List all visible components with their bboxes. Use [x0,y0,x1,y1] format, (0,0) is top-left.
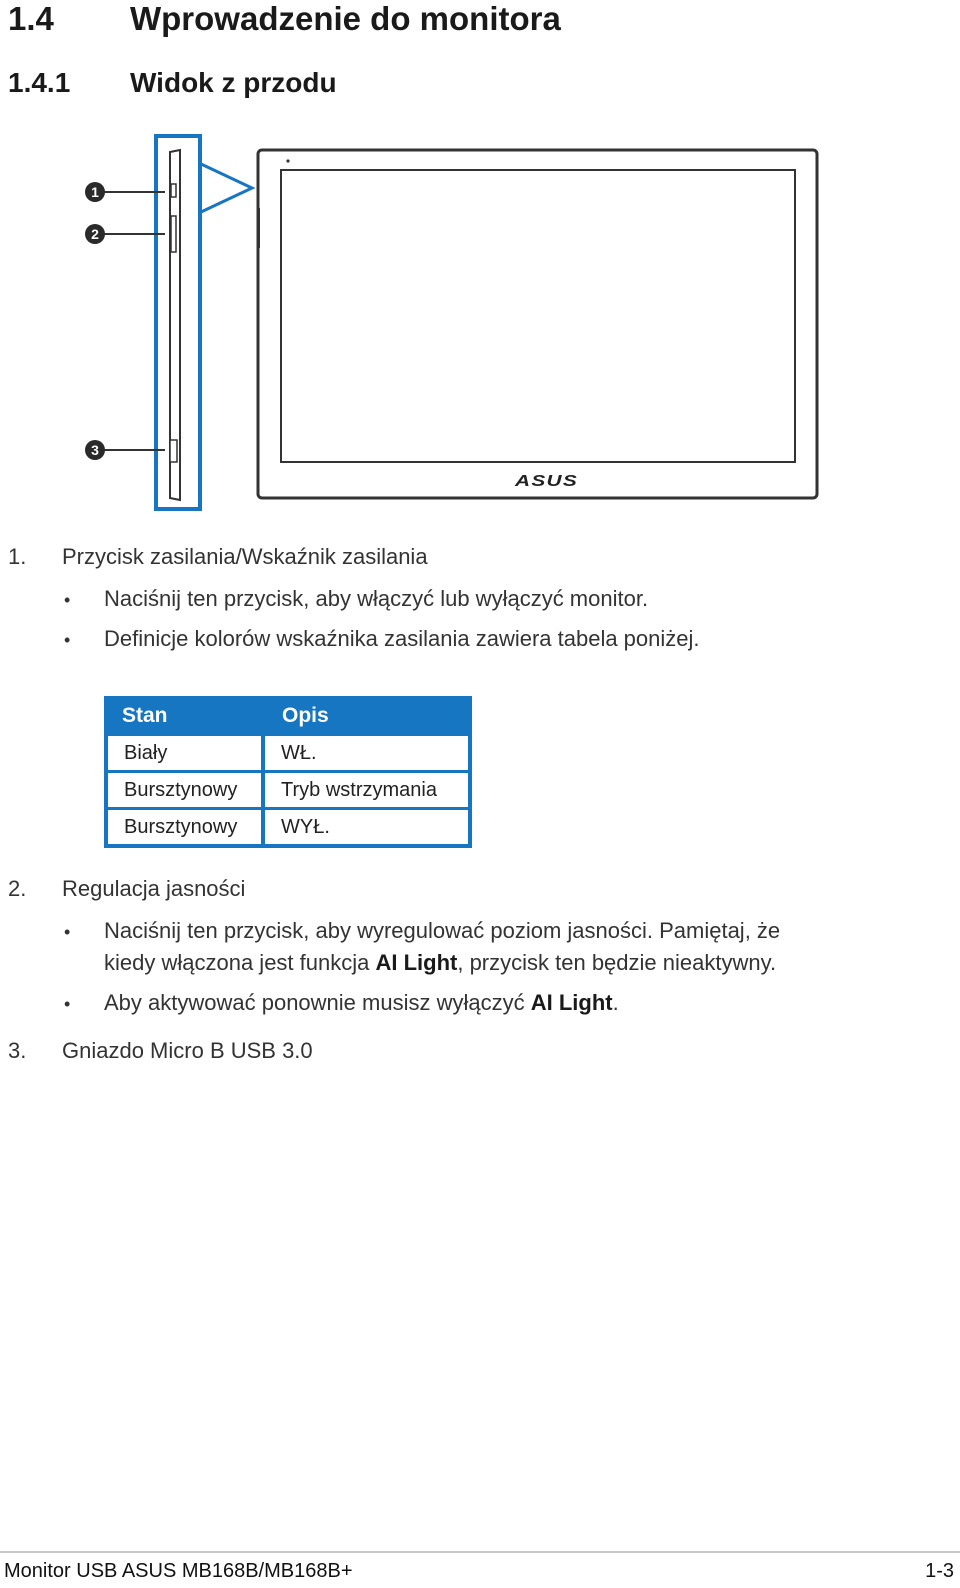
bullet-icon: • [64,590,71,610]
bullet-icon: • [64,630,71,650]
section-title: Wprowadzenie do monitora [130,0,561,37]
item-1-bullet-1: Naciśnij ten przycisk, aby włączyć lub wyłączyć monitor. [104,586,649,611]
brightness-button-shape [171,216,176,252]
table-cell: WYŁ. [265,810,468,844]
bullet-icon: • [64,922,71,942]
item-1-bullet-2: Definicje kolorów wskaźnika zasilania zawiera tabela poniżej. [104,626,700,651]
item-3-number: 3. [8,1038,27,1063]
item-3-title: Gniazdo Micro B USB 3.0 [62,1038,313,1063]
table-header-opis: Opis [282,704,329,727]
table-cell: WŁ. [265,736,468,770]
subsection-number: 1.4.1 [8,67,71,98]
item-1-number: 1. [8,544,27,569]
callout-2: 2 [85,224,105,244]
callout-3: 3 [85,440,105,460]
item-2-bullet-1-line-2: kiedy włączona jest funkcja AI Light, przycisk ten będzie nieaktywny. [104,950,777,975]
power-indicator-table [104,696,472,848]
item-1-title: Przycisk zasilania/Wskaźnik zasilania [62,544,428,569]
monitor-figure [70,128,830,518]
item-2-bullet-1-line-1: Naciśnij ten przycisk, aby wyregulować poziom jasności. Pamiętaj, że [104,918,781,943]
table-header-stan: Stan [122,704,168,727]
table-cell: Biały [108,736,261,770]
asus-logo: ASUS [515,473,578,490]
usb-port-shape [170,440,177,462]
power-button-shape [171,184,176,197]
page-number: 1-3 [925,1560,954,1582]
footer-divider [0,1551,960,1553]
table-cell: Tryb wstrzymania [265,773,468,807]
callout-arrow [201,164,252,212]
bullet-icon: • [64,994,71,1014]
ai-light-label: AI Light [375,950,458,975]
table-cell: Bursztynowy [108,810,261,844]
ai-light-label: AI Light [530,990,613,1015]
item-2-bullet-2: Aby aktywować ponownie musisz wyłączyć AI Light. [104,990,619,1015]
subsection-title: Widok z przodu [130,67,337,98]
monitor-screen [281,170,795,462]
footer-title: Monitor USB ASUS MB168B/MB168B+ [4,1560,353,1582]
item-2-title: Regulacja jasności [62,876,246,901]
table-cell: Bursztynowy [108,773,261,807]
callout-1: 1 [85,182,105,202]
section-number: 1.4 [8,0,54,37]
item-2-number: 2. [8,876,27,901]
camera-dot [286,159,289,162]
